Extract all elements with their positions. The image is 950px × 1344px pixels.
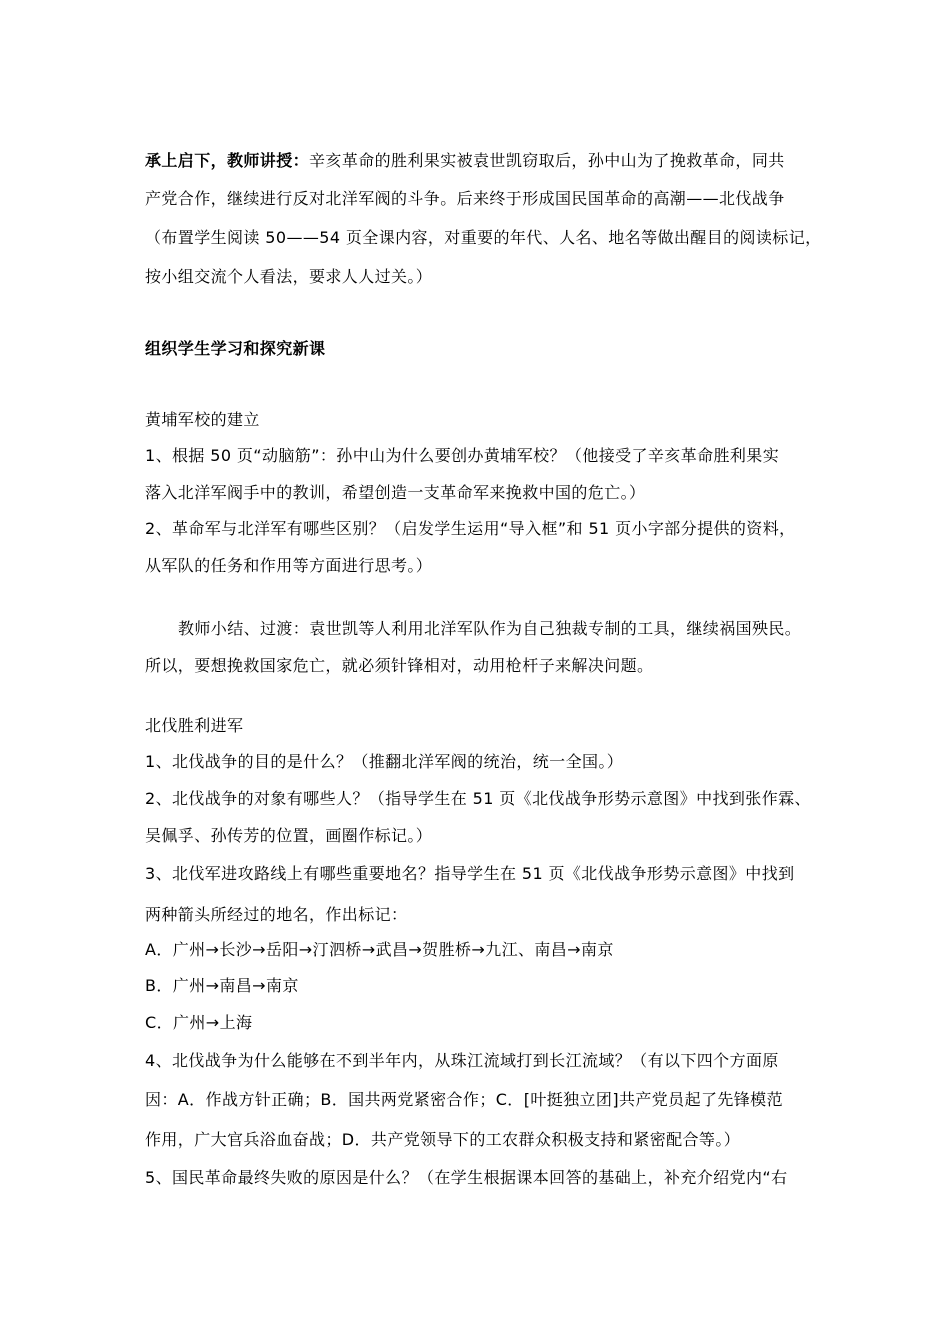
intro-line-3: （布置学生阅读 50——54 页全课内容，对重要的年代、人名、地名等做出醒目的阅读标记， (145, 228, 822, 247)
section-heading: 组织学生学习和探究新课 (145, 339, 326, 358)
route-c: C．广州→上海 (145, 1013, 253, 1032)
part2-title: 北伐胜利进军 (145, 716, 244, 735)
part1-q1-line-2: 落入北洋军阀手中的教训，希望创造一支革命军来挽救中国的危亡。） (145, 483, 646, 502)
part1-q2-line-1: 2、革命军与北洋军有哪些区别？（启发学生运用“导入框”和 51 页小字部分提供的资料， (145, 519, 796, 538)
teacher-summary-line-2: 所以，要想挽救国家危亡，就必须针锋相对，动用枪杆子来解决问题。 (145, 656, 654, 675)
route-b: B．广州→南昌→南京 (145, 976, 299, 995)
intro-bold-label: 承上启下，教师讲授： (145, 151, 310, 170)
route-a: A．广州→长沙→岳阳→汀泗桥→武昌→贺胜桥→九江、南昌→南京 (145, 940, 614, 959)
intro-line-1 (145, 151, 825, 171)
part1-q1-line-1: 1、根据 50 页“动脑筋”：孙中山为什么要创办黄埔军校？（他接受了辛亥革命胜利果实 (145, 446, 780, 465)
part2-q4-line-3: 作用，广大官兵浴血奋战；D．共产党领导下的工农群众积极支持和紧密配合等。） (145, 1130, 741, 1149)
teacher-summary-line-1: 教师小结、过渡：袁世凯等人利用北洋军队作为自己独裁专制的工具，继续祸国殃民。 (178, 619, 802, 638)
part2-q5-line-1: 5、国民革命最终失败的原因是什么？（在学生根据课本回答的基础上，补充介绍党内“右 (145, 1168, 788, 1187)
intro-line-4: 按小组交流个人看法，要求人人过关。） (145, 267, 433, 286)
intro-line-2: 产党合作，继续进行反对北洋军阀的斗争。后来终于形成国民国革命的高潮——北伐战争 (145, 189, 785, 208)
part2-q3-line-1: 3、北伐军进攻路线上有哪些重要地名？指导学生在 51 页《北伐战争形势示意图》中找到 (145, 864, 795, 883)
part2-q2-line-1: 2、北伐战争的对象有哪些人？（指导学生在 51 页《北伐战争形势示意图》中找到张作霖、 (145, 789, 811, 808)
part2-q4-line-1: 4、北伐战争为什么能够在不到半年内，从珠江流域打到长江流域？（有以下四个方面原 (145, 1051, 779, 1070)
part1-q2-line-2: 从军队的任务和作用等方面进行思考。） (145, 556, 433, 575)
part2-q3-line-2: 两种箭头所经过的地名，作出标记： (145, 905, 408, 924)
part2-q4-line-2: 因：A．作战方针正确；B．国共两党紧密合作；C．[叶挺独立团]共产党员起了先锋模范 (145, 1090, 783, 1109)
intro-line-1-text: 辛亥革命的胜利果实被袁世凯窃取后，孙中山为了挽救革命，同共 (309, 151, 785, 170)
part2-q1: 1、北伐战争的目的是什么？（推翻北洋军阀的统治，统一全国。） (145, 752, 624, 771)
part2-q2-line-2: 吴佩孚、孙传芳的位置，画圈作标记。） (145, 826, 433, 845)
part1-title: 黄埔军校的建立 (145, 410, 260, 429)
